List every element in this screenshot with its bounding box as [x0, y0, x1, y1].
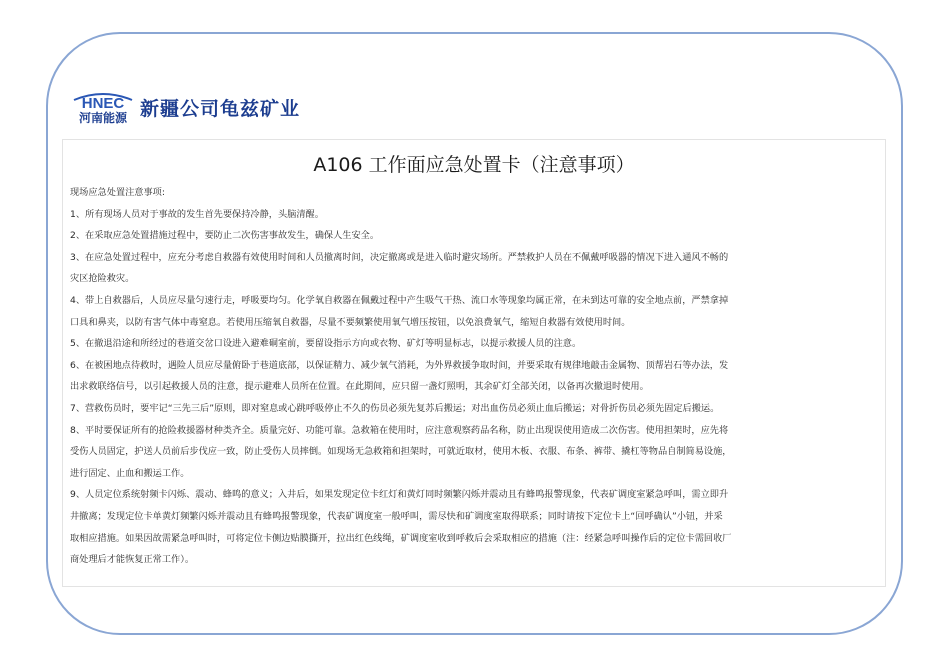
text-line: 商处理后才能恢复正常工作）。 — [70, 554, 195, 566]
logo-subtext: 河南能源 — [78, 111, 128, 124]
document-title: A106 工作面应急处置卡（注意事项） — [313, 154, 635, 176]
text-line: 受伤人员固定，护送人员前后步伐应一致，防止受伤人员摔倒。如现场无急救箱和担架时，可就近取材，使用木板、衣服、布条、裤带、撬杠等物品自制简易设施， — [70, 446, 732, 458]
text-line: 8、平时要保证所有的抢险救援器材种类齐全。质量完好、功能可靠。急救箱在使用时，应注意观察药品名称，防止出现误使用造成二次伤害。使用担架时，应先将 — [70, 424, 729, 436]
logo-text: HNEC — [81, 95, 125, 112]
text-line: 7、营救伤员时，要牢记“三先三后”原则，即对窒息或心跳呼吸停止不久的伤员必须先复苏后搬运；对出血伤员必须止血后搬运；对骨折伤员必须先固定后搬运。 — [70, 402, 720, 414]
text-line: 出求救联络信号，以引起救援人员的注意，提示避难人员所在位置。在此期间，应只留一盏灯照明，其余矿灯全部关闭，以备再次撤退时使用。 — [70, 381, 649, 393]
document-panel — [62, 139, 886, 587]
text-line: 5、在撤退沿途和所经过的巷道交岔口设进入避难硐室前，要留设指示方向或衣物、矿灯等明显标志，以提示救援人员的注意。 — [70, 338, 582, 350]
text-line: 1、所有现场人员对于事故的发生首先要保持冷静，头脑清醒。 — [70, 208, 324, 220]
text-line: 井撤离；发现定位卡单黄灯频繁闪烁并震动且有蜂鸣报警现象，代表矿调度室一般呼叫，需尽快和矿调度室取得联系；同时请按下定位卡上“回呼确认”小钮，并采 — [70, 510, 723, 522]
text-line: 取相应措施。如果因故需紧急呼叫时，可将定位卡侧边贴膜撕开，拉出红色线绳，矿调度室收到呼救后会采取相应的措施（注：经紧急呼叫操作后的定位卡需回收厂 — [70, 532, 732, 544]
text-line: 6、在被困地点待救时，遇险人员应尽量俯卧于巷道底部，以保证精力、减少氧气消耗，为外界救援争取时间，并要采取有规律地敲击金属物、顶帮岩石等办法，发 — [70, 359, 729, 371]
text-line: 3、在应急处置过程中，应充分考虑自救器有效使用时间和人员撤离时间，决定撤离或是进入临时避灾场所。严禁救护人员在不佩戴呼吸器的情况下进入通风不畅的 — [70, 251, 729, 263]
text-line: 2、在采取应急处置措施过程中，要防止二次伤害事故发生，确保人生安全。 — [70, 230, 380, 242]
text-line: 9、人员定位系统射频卡闪烁、震动、蜂鸣的意义；入井后，如果发现定位卡红灯和黄灯同时频繁闪烁并震动且有蜂鸣报警现象，代表矿调度室紧急呼叫，需立即升 — [70, 489, 729, 501]
text-line: 4、带上自救器后，人员应尽量匀速行走，呼吸要均匀。化学氧自救器在佩戴过程中产生吸气干热、流口水等现象均属正常，在未到达可靠的安全地点前，严禁拿掉 — [70, 294, 729, 306]
company-logo — [72, 90, 134, 124]
notes-body — [70, 182, 886, 571]
text-line: 进行固定、止血和搬运工作。 — [70, 467, 190, 479]
text-line: 现场应急处置注意事项: — [70, 187, 165, 198]
text-line: 口具和鼻夹，以防有害气体中毒窒息。若使用压缩氧自救器，尽量不要频繁使用氧气增压按钮，以免浪费氧气，缩短自救器有效使用时间。 — [70, 316, 631, 328]
text-line: 灾区抢险救灾。 — [70, 273, 135, 285]
company-name: 新疆公司龟兹矿业 — [140, 98, 301, 120]
